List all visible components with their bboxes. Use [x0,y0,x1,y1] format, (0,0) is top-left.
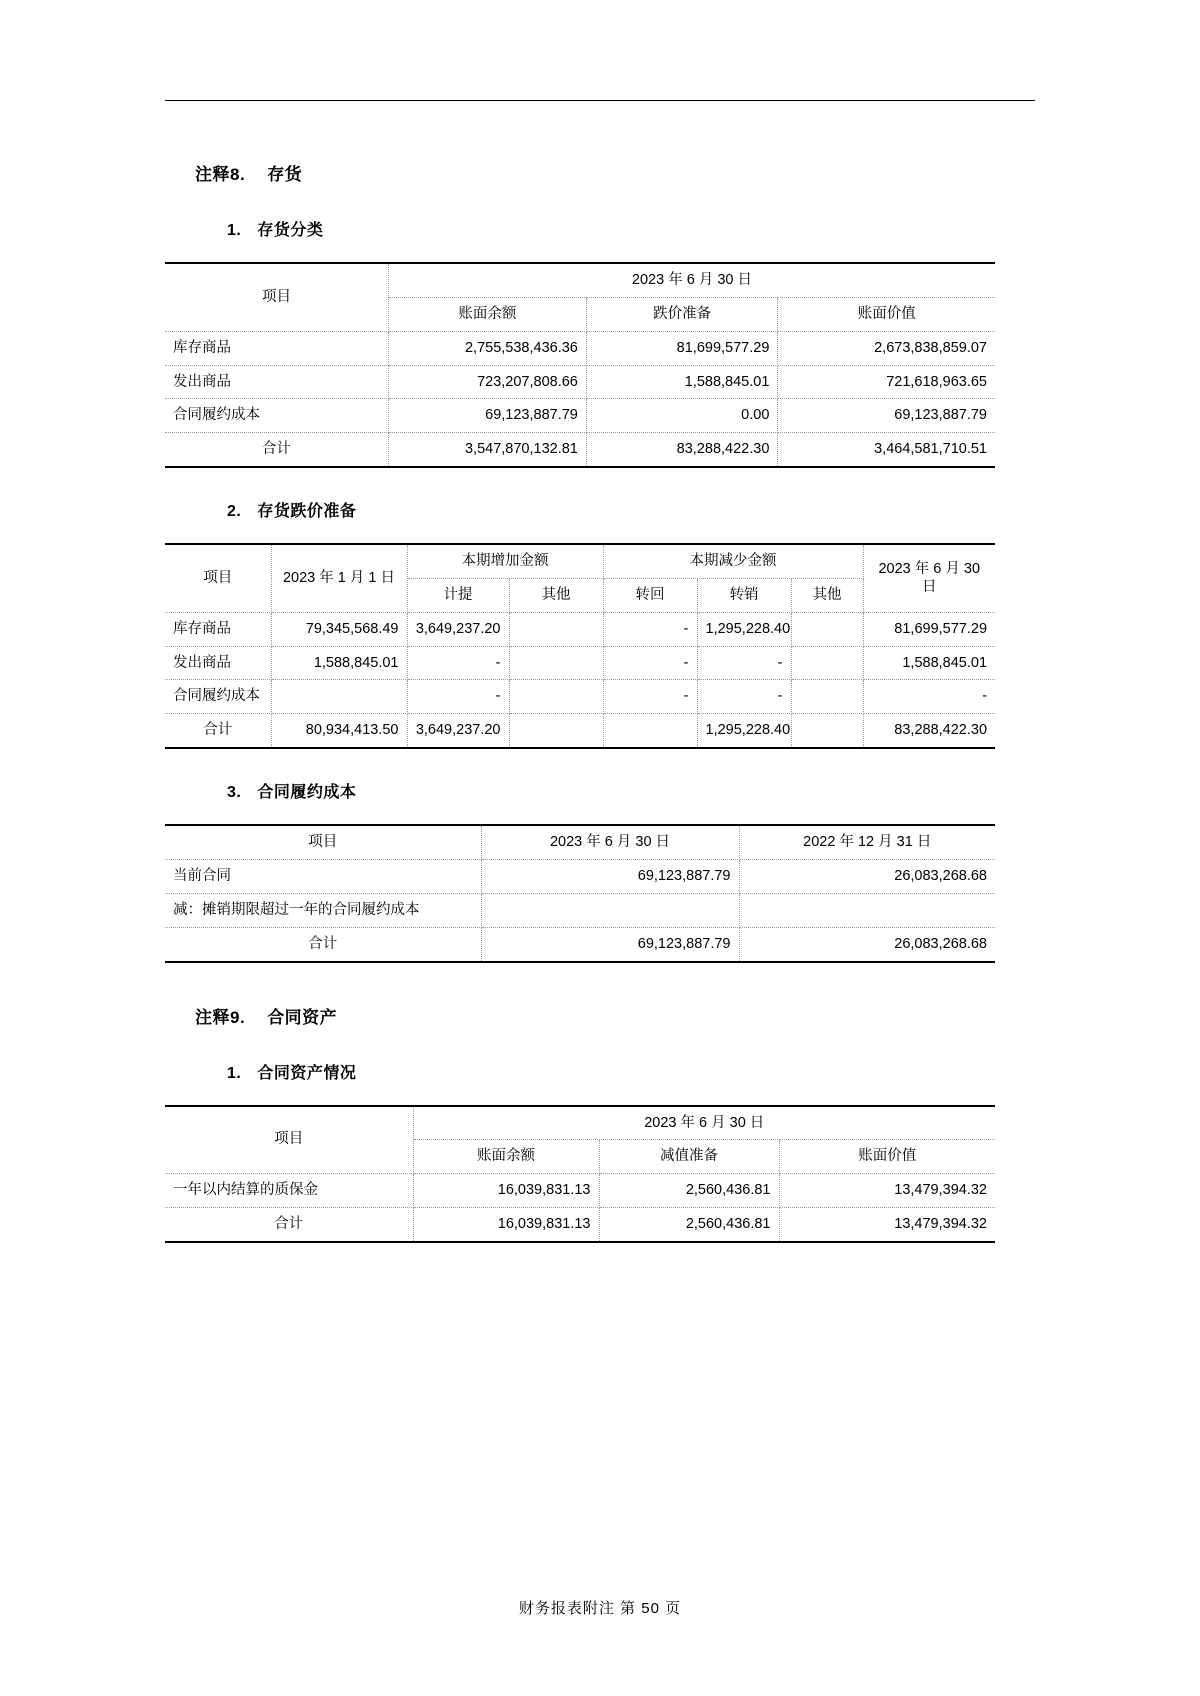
row-label: 合同履约成本 [165,680,271,714]
table-total-row [165,1208,995,1242]
inventory-classification-table [165,262,995,468]
table-total-row [165,433,995,467]
row-label: 发出商品 [165,365,388,399]
col-reverse-header: 转回 [603,578,697,612]
table-row [165,365,995,399]
note8-section1-number: 1. [227,222,242,239]
table-row [165,859,995,893]
total-accrual: 3,649,237.20 [407,714,509,748]
row-label: 当前合同 [165,859,481,893]
cell-reverse: - [603,680,697,714]
cell-value: 721,618,963.65 [778,365,995,399]
total-current: 69,123,887.79 [481,927,739,961]
table-row [165,1174,995,1208]
col-decrease-other-header: 其他 [791,578,863,612]
cell-value: 13,479,394.32 [779,1174,995,1208]
col-book-value-header: 账面价值 [779,1140,995,1174]
cell-end: - [863,680,995,714]
cell-value: 2,560,436.81 [599,1174,779,1208]
col-book-balance-header: 账面余额 [413,1140,599,1174]
page-content [165,0,1035,1243]
col-impairment-header: 减值准备 [599,1140,779,1174]
note8-section3-heading [227,779,1035,802]
cell-value: 69,123,887.79 [778,399,995,433]
row-label: 合同履约成本 [165,399,388,433]
cell-end: 81,699,577.29 [863,612,995,646]
note8-section2-title: 存货跌价准备 [257,503,357,521]
cell-writeoff: 1,295,228.40 [697,612,791,646]
total-increase-other [509,714,603,748]
note8-section3-title: 合同履约成本 [257,784,357,802]
cell-accrual: - [407,680,509,714]
col-decrease-group-header: 本期减少金额 [603,544,863,578]
note9-number: 注释9. [195,1007,246,1027]
total-value: 2,560,436.81 [599,1208,779,1242]
cell-writeoff: - [697,680,791,714]
cell-accrual: 3,649,237.20 [407,612,509,646]
col-accrual-header: 计提 [407,578,509,612]
cell-begin [271,680,407,714]
cell-increase-other [509,612,603,646]
note9-section1-heading [227,1060,1035,1083]
note8-section1-heading [227,217,1035,240]
col-item-header: 项目 [165,263,388,331]
total-label: 合计 [165,927,481,961]
cell-reverse: - [603,646,697,680]
cell-current: 69,123,887.79 [481,859,739,893]
col-book-value-header: 账面价值 [778,297,995,331]
col-book-balance-header: 账面余额 [388,297,586,331]
note9-title: 合同资产 [267,1007,338,1027]
total-label: 合计 [165,433,388,467]
contract-fulfillment-cost-table [165,824,995,962]
cell-value: 2,673,838,859.07 [778,331,995,365]
cell-increase-other [509,680,603,714]
total-reverse [603,714,697,748]
col-group-header: 2023 年 6 月 30 日 [413,1106,995,1140]
col-end-header: 2023 年 6 月 30 日 [863,544,995,612]
total-value: 3,547,870,132.81 [388,433,586,467]
note9-heading [195,1003,1035,1028]
col-writeoff-header: 转销 [697,578,791,612]
note8-heading [195,160,1035,185]
total-label: 合计 [165,1208,413,1242]
cell-value: 16,039,831.13 [413,1174,599,1208]
note8-number: 注释8. [195,165,246,184]
cell-end: 1,588,845.01 [863,646,995,680]
cell-increase-other [509,646,603,680]
cell-begin: 1,588,845.01 [271,646,407,680]
total-value: 3,464,581,710.51 [778,433,995,467]
col-prior-header: 2022 年 12 月 31 日 [739,825,995,859]
total-prior: 26,083,268.68 [739,927,995,961]
note8-section1-title: 存货分类 [257,222,324,239]
table-header-row [165,1106,995,1140]
table-row [165,399,995,433]
cell-writeoff: - [697,646,791,680]
cell-prior [739,893,995,927]
total-writeoff: 1,295,228.40 [697,714,791,748]
table-total-row [165,714,995,748]
page-footer: 财务报表附注 第 50 页 [518,1600,682,1617]
cell-value: 0.00 [586,399,778,433]
table-row [165,646,995,680]
table-header-row [165,263,995,297]
cell-decrease-other [791,646,863,680]
table-header-row [165,825,995,859]
col-item-header: 项目 [165,825,481,859]
total-decrease-other [791,714,863,748]
note9-section1-number: 1. [227,1064,242,1082]
total-begin: 80,934,413.50 [271,714,407,748]
total-label: 合计 [165,714,271,748]
col-item-header: 项目 [165,544,271,612]
note8-section2-heading [227,498,1035,521]
cell-value: 1,588,845.01 [586,365,778,399]
row-label: 减：摊销期限超过一年的合同履约成本 [165,893,481,927]
cell-begin: 79,345,568.49 [271,612,407,646]
cell-accrual: - [407,646,509,680]
note8-section2-number: 2. [227,503,242,521]
total-value: 83,288,422.30 [586,433,778,467]
cell-reverse: - [603,612,697,646]
col-current-header: 2023 年 6 月 30 日 [481,825,739,859]
table-row [165,612,995,646]
cell-decrease-other [791,680,863,714]
cell-value: 723,207,808.66 [388,365,586,399]
total-value: 13,479,394.32 [779,1208,995,1242]
table-header-row [165,544,995,578]
inventory-provision-table [165,543,995,749]
contract-assets-table [165,1105,995,1243]
cell-value: 69,123,887.79 [388,399,586,433]
col-group-header: 2023 年 6 月 30 日 [388,263,995,297]
note8-title: 存货 [267,165,303,184]
col-provision-header: 跌价准备 [586,297,778,331]
col-begin-header: 2023 年 1 月 1 日 [271,544,407,612]
table-row [165,893,995,927]
cell-current [481,893,739,927]
header-rule [165,100,1035,101]
cell-value: 2,755,538,436.36 [388,331,586,365]
row-label: 库存商品 [165,612,271,646]
row-label: 发出商品 [165,646,271,680]
col-increase-other-header: 其他 [509,578,603,612]
table-total-row [165,927,995,961]
col-item-header: 项目 [165,1106,413,1174]
row-label: 一年以内结算的质保金 [165,1174,413,1208]
note9-section1-title: 合同资产情况 [257,1064,357,1082]
row-label: 库存商品 [165,331,388,365]
total-value: 16,039,831.13 [413,1208,599,1242]
cell-decrease-other [791,612,863,646]
total-end: 83,288,422.30 [863,714,995,748]
col-increase-group-header: 本期增加金额 [407,544,603,578]
cell-value: 81,699,577.29 [586,331,778,365]
table-row [165,331,995,365]
cell-prior: 26,083,268.68 [739,859,995,893]
table-row [165,680,995,714]
note8-section3-number: 3. [227,784,242,802]
